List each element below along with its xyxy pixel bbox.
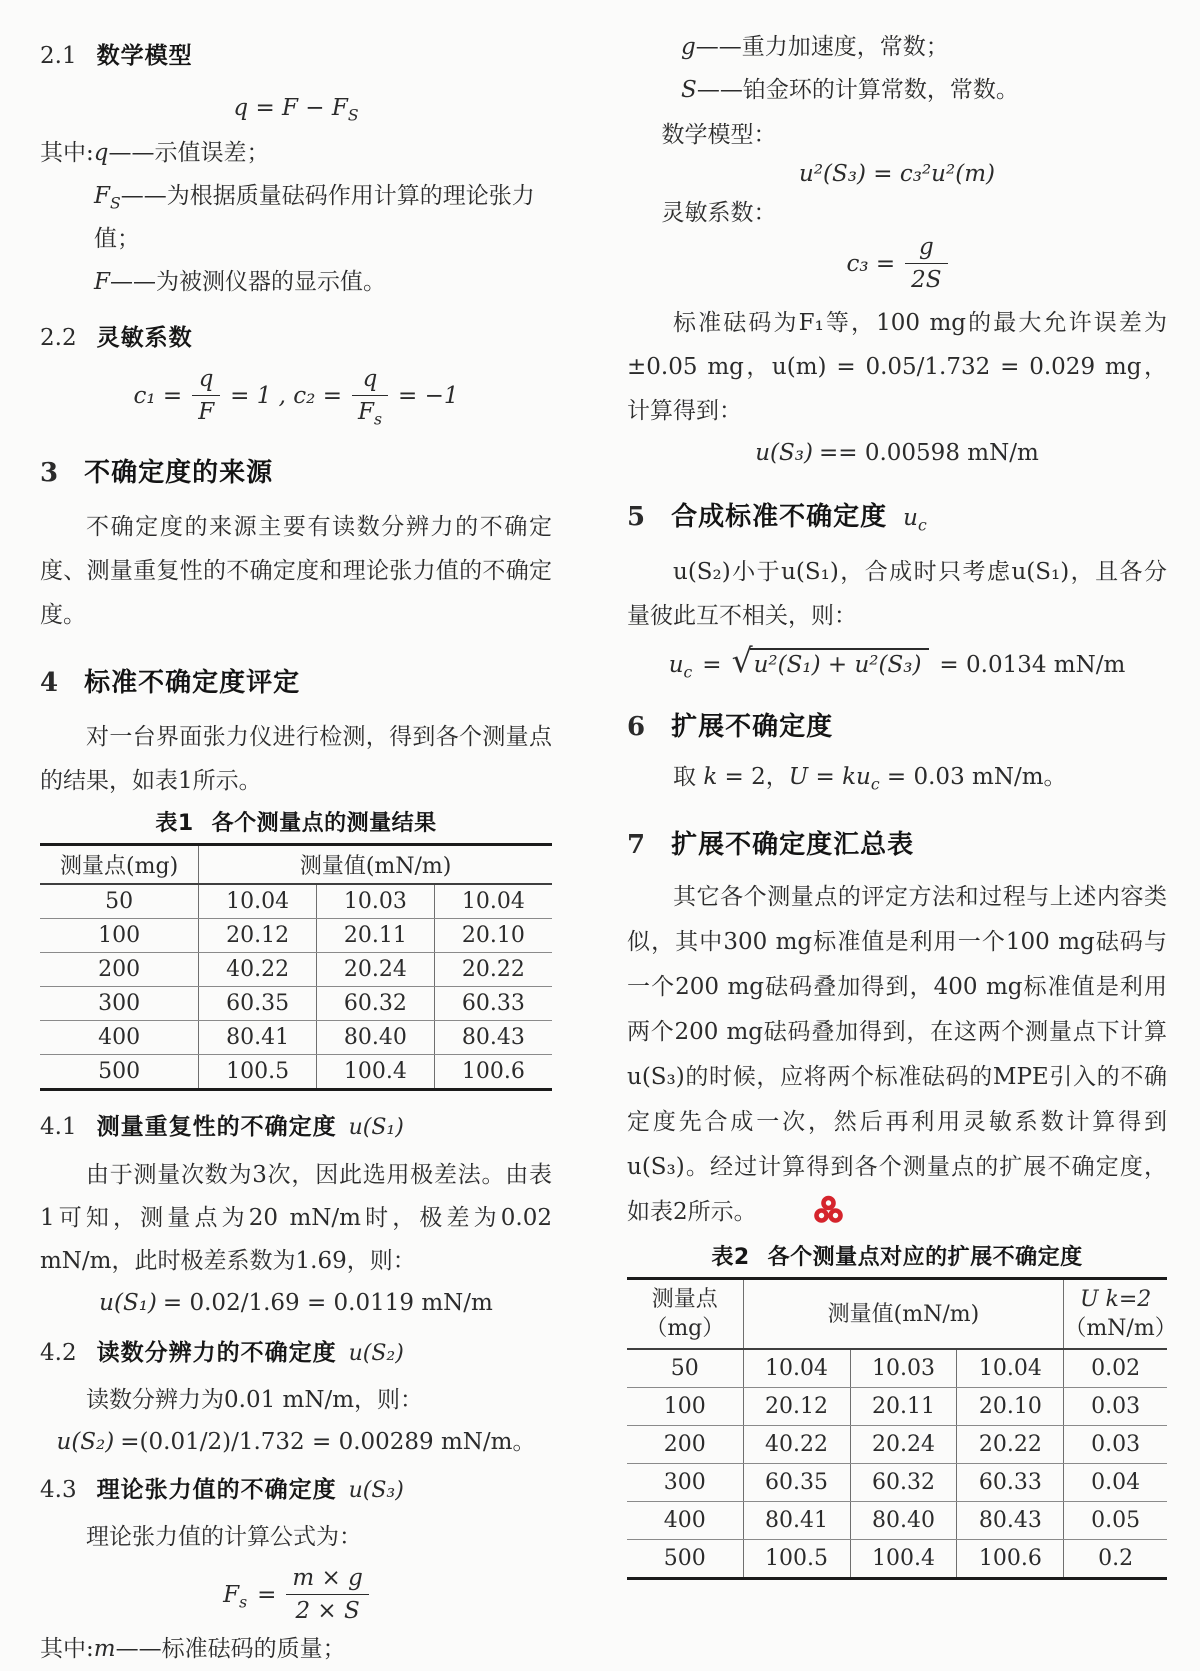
definition-variable: q xyxy=(93,140,109,166)
table-cell: 0.02 xyxy=(1064,1349,1167,1388)
definition-text: ——铂金环的计算常数，常数。 xyxy=(696,77,1019,103)
section-number: 6 xyxy=(627,712,646,742)
table-cell: 400 xyxy=(627,1502,743,1540)
formula-rhs: = 0.0134 mN/m xyxy=(939,651,1126,678)
formula-text: F xyxy=(223,1581,240,1608)
text: = 2， xyxy=(717,764,789,790)
table-cell: 40.22 xyxy=(199,953,317,987)
radicand: u²(S₁) + u²(S₃) xyxy=(750,648,930,681)
formula-uc xyxy=(627,641,1167,682)
fraction xyxy=(192,366,220,425)
heading-math: u(S₃) xyxy=(348,1478,404,1503)
formula-u-s1 xyxy=(40,1287,552,1319)
definition-variable: F xyxy=(94,269,111,295)
section-number: 5 xyxy=(627,502,646,532)
table-cell: 100.4 xyxy=(316,1055,434,1090)
table-cell: 20.22 xyxy=(957,1426,1064,1464)
formula-subscript: c xyxy=(683,662,693,682)
table-cell: 80.41 xyxy=(743,1502,850,1540)
variable-U: U xyxy=(788,764,809,790)
formula-lhs: u(S₂) xyxy=(56,1429,115,1455)
formula-text: = −1 xyxy=(398,382,459,409)
section-title: 扩展不确定度汇总表 xyxy=(671,830,915,860)
section-number: 4.2 xyxy=(40,1340,77,1366)
table-cell: 300 xyxy=(40,987,199,1021)
table-cell: 200 xyxy=(627,1426,743,1464)
table-cell: 60.33 xyxy=(434,987,552,1021)
table-row xyxy=(627,1464,1167,1502)
formula-c3 xyxy=(627,234,1167,293)
definition-variable: g xyxy=(681,34,696,60)
table-cell: 500 xyxy=(627,1540,743,1579)
definition-line xyxy=(40,261,552,304)
table-cell: 50 xyxy=(627,1349,743,1388)
table-cell: 200 xyxy=(40,953,199,987)
formula-text: = 1 , c₂ = xyxy=(230,382,342,409)
table-cell: 10.04 xyxy=(199,884,317,919)
table-cell: 100.6 xyxy=(461,1059,525,1084)
heading-6 xyxy=(627,709,1167,745)
section-title: 数学模型 xyxy=(96,43,193,69)
table-row xyxy=(40,987,552,1021)
definition-prefix: 其中: xyxy=(40,1636,94,1662)
square-root xyxy=(731,641,930,681)
formula-lhs: c₃ = xyxy=(846,250,896,277)
formula-q xyxy=(40,92,552,124)
formula-text: u xyxy=(668,651,684,678)
text: = 0.03 mN/m。 xyxy=(879,764,1067,790)
heading-4-2 xyxy=(40,1337,552,1370)
section-title: 标准不确定度评定 xyxy=(84,668,301,698)
table-row xyxy=(40,919,552,953)
label-math-model: 数学模型： xyxy=(661,122,777,148)
fraction-denominator: 2 × S xyxy=(295,1598,360,1624)
table-row xyxy=(40,1021,552,1055)
table-cell: 20.24 xyxy=(850,1426,957,1464)
table-row xyxy=(627,1349,1167,1388)
fraction-numerator: q xyxy=(352,366,388,396)
header-line: （mg） xyxy=(645,1316,725,1341)
fraction xyxy=(352,366,388,429)
table-cell: 80.41 xyxy=(199,1021,317,1055)
paragraph: 读数分辨力为0.01 mN/m，则： xyxy=(86,1387,424,1413)
formula-u2-s3: u²(S₃) = c₃²u²(m) xyxy=(799,161,995,187)
table-caption-label: 表2 xyxy=(711,1245,750,1270)
fraction-denominator: 2S xyxy=(911,267,942,293)
table-cell: 80.43 xyxy=(957,1502,1064,1540)
formula-subscript: c xyxy=(870,774,880,794)
table-cell: 10.04 xyxy=(434,884,552,919)
definition-list-q xyxy=(40,132,552,304)
label-sensitivity: 灵敏系数： xyxy=(661,200,777,226)
text: 取 xyxy=(673,764,704,790)
table-2-caption xyxy=(627,1243,1167,1273)
section-number: 3 xyxy=(40,458,59,488)
table-cell: 20.24 xyxy=(316,953,434,987)
radical-sign: √ xyxy=(731,641,753,680)
definition-text: ——重力加速度，常数； xyxy=(695,34,949,60)
formula-text: c₁ = xyxy=(133,382,183,409)
table-row xyxy=(40,884,552,919)
table-cell: 400 xyxy=(40,1021,199,1055)
table-row xyxy=(627,1388,1167,1426)
paragraph: 理论张力值的计算公式为： xyxy=(86,1524,362,1550)
section-title: 合成标准不确定度 xyxy=(671,502,888,532)
heading-math: u(S₂) xyxy=(348,1341,404,1366)
definition-text: ——为根据质量砝码作用计算的理论张力值； xyxy=(94,183,535,252)
heading-2-1 xyxy=(40,40,552,72)
left-column xyxy=(40,0,552,1671)
section-number: 2.2 xyxy=(40,325,77,351)
formula-rhs: = 0.02/1.69 = 0.0119 mN/m xyxy=(162,1290,493,1316)
table-1-caption xyxy=(40,809,552,839)
definition-variable-sub: S xyxy=(110,193,121,213)
paragraph: 不确定度的来源主要有读数分辨力的不确定度、测量重复性的不确定度和理论张力值的不确定度。 xyxy=(40,514,552,628)
fraction-numerator: g xyxy=(905,234,947,264)
section-title: 测量重复性的不确定度 xyxy=(96,1114,337,1140)
table-cell: 100 xyxy=(627,1388,743,1426)
section-title: 灵敏系数 xyxy=(96,325,193,351)
paragraph xyxy=(627,875,1167,1239)
table-row xyxy=(627,1502,1167,1540)
table-cell: 10.03 xyxy=(316,884,434,919)
table-cell: 20.22 xyxy=(434,953,552,987)
table-cell: 100.4 xyxy=(850,1540,957,1579)
fraction-denominator: F xyxy=(198,399,215,425)
table-header-row xyxy=(627,1279,1167,1350)
heading-2-2 xyxy=(40,322,552,354)
table-cell: 0.04 xyxy=(1064,1464,1167,1502)
table-cell: 10.04 xyxy=(957,1349,1064,1388)
heading-3 xyxy=(40,455,552,491)
definition-list-gs xyxy=(627,26,1167,112)
right-column xyxy=(627,0,1177,1580)
table-header-row xyxy=(40,845,552,885)
definition-text: ——为被测仪器的显示值。 xyxy=(110,269,387,295)
definition-variable: S xyxy=(681,77,697,103)
section-number: 4 xyxy=(40,668,59,698)
formula-subscript: s xyxy=(239,1592,248,1612)
formula-text: u xyxy=(903,505,918,531)
section-number: 2.1 xyxy=(40,43,77,69)
header-line: 测量点 xyxy=(651,1287,718,1312)
table-caption-title: 各个测量点的测量结果 xyxy=(211,811,437,836)
formula-text: q = F − F xyxy=(233,95,348,121)
table-cell: 0.05 xyxy=(1064,1502,1167,1540)
formula-subscript: S xyxy=(347,105,359,125)
heading-7 xyxy=(627,827,1167,863)
variable-k: k xyxy=(703,764,718,790)
formula-subscript: c xyxy=(917,515,927,535)
table-cell: 80.40 xyxy=(316,1021,434,1055)
table-row xyxy=(40,953,552,987)
table-cell: 40.22 xyxy=(743,1426,850,1464)
paragraph: 对一台界面张力仪进行检测，得到各个测量点的结果，如表1所示。 xyxy=(40,724,552,794)
section-number: 4.3 xyxy=(40,1477,77,1503)
table-1 xyxy=(40,843,552,1091)
table-row xyxy=(627,1540,1167,1579)
heading-4-1 xyxy=(40,1111,552,1144)
table-cell: 100.5 xyxy=(199,1055,317,1090)
section-number: 4.1 xyxy=(40,1114,77,1140)
table-cell: 100 xyxy=(40,919,199,953)
fraction-denominator xyxy=(352,396,388,429)
heading-math: u(S₁) xyxy=(348,1115,404,1140)
definition-text: ——示值误差； xyxy=(108,140,270,166)
formula-lhs xyxy=(223,1581,248,1612)
formula-rhs: == 0.00598 mN/m xyxy=(818,440,1039,466)
text: 其它各个测量点的评定方法和过程与上述内容类似，其中300 mg标准值是利用一个100 mg砝码与一个200 mg砝码叠加得到，400 mg标准值是利用两个200 mg砝码叠加得到，在这两个测量点下计算u(S₃)的时候，应将两个标准砝码的MPE引入的不确定度先合成一次，然后再利用灵敏系数计算得到u(S₃)。经过计算得到各个测量点的扩展不确定度，如表2所示。 xyxy=(627,884,1167,1225)
end-of-article-icon xyxy=(767,1194,844,1239)
section-title: 理论张力值的不确定度 xyxy=(96,1477,337,1503)
section-title: 读数分辨力的不确定度 xyxy=(96,1340,337,1366)
column-header: 测量值(mN/m) xyxy=(199,845,552,885)
formula-subscript: s xyxy=(373,409,382,429)
heading-4 xyxy=(40,665,552,701)
table-cell: 60.32 xyxy=(850,1464,957,1502)
formula-lhs: u(S₁) xyxy=(99,1290,157,1316)
table-cell: 10.03 xyxy=(850,1349,957,1388)
table-2 xyxy=(627,1277,1177,1580)
heading-4-3 xyxy=(40,1474,552,1507)
column-header: 测量值(mN/m) xyxy=(743,1279,1064,1350)
equals-sign: = xyxy=(257,1581,277,1608)
table-cell: 80.43 xyxy=(434,1021,552,1055)
table-cell: 20.12 xyxy=(743,1388,850,1426)
definition-line xyxy=(40,1628,552,1671)
formula-c1-c2 xyxy=(40,366,552,429)
table-cell: 20.11 xyxy=(316,919,434,953)
paragraph: u(S₂)小于u(S₁)，合成时只考虑u(S₁)，且各分量彼此互不相关，则： xyxy=(627,559,1167,629)
table-cell: 500 xyxy=(40,1055,199,1090)
fraction-numerator: m × g xyxy=(286,1565,368,1595)
table-cell: 20.12 xyxy=(199,919,317,953)
header-line: （mN/m） xyxy=(1064,1316,1177,1341)
definition-prefix: 其中: xyxy=(40,140,94,166)
table-cell: 60.35 xyxy=(199,987,317,1021)
table-cell: 20.10 xyxy=(434,919,552,953)
column-header xyxy=(627,1279,743,1350)
heading-5 xyxy=(627,499,1167,536)
table-cell: 60.32 xyxy=(316,987,434,1021)
definition-line xyxy=(627,69,1167,112)
equals-sign: = xyxy=(702,651,722,678)
variable-ku: ku xyxy=(842,764,871,790)
formula-text: F xyxy=(358,399,374,425)
table-cell: 60.33 xyxy=(957,1464,1064,1502)
fraction xyxy=(905,234,947,293)
fraction-numerator: q xyxy=(192,366,220,396)
formula-lhs: u(S₃) xyxy=(755,440,813,466)
table-cell: 300 xyxy=(627,1464,743,1502)
paragraph: 由于测量次数为3次，因此选用极差法。由表1可知，测量点为20 mN/m时，极差为0.02 mN/m，此时极差系数为1.69，则： xyxy=(40,1162,552,1274)
fraction xyxy=(286,1565,368,1624)
paragraph xyxy=(627,755,1167,799)
table-cell: 0.2 xyxy=(1098,1546,1134,1571)
section-number: 7 xyxy=(627,830,646,860)
formula-rhs: =(0.01/2)/1.732 = 0.00289 mN/m。 xyxy=(120,1429,536,1455)
formula-fs xyxy=(40,1565,552,1624)
definition-line xyxy=(40,132,552,175)
table-cell: 50 xyxy=(40,884,199,919)
column-header xyxy=(1064,1279,1177,1350)
table-cell: 60.35 xyxy=(743,1464,850,1502)
definition-line xyxy=(40,175,552,261)
table-caption-title: 各个测量点对应的扩展不确定度 xyxy=(767,1245,1083,1270)
table-caption-label: 表1 xyxy=(155,811,194,836)
table-cell: 20.11 xyxy=(850,1388,957,1426)
column-header: 测量点(mg) xyxy=(40,845,199,885)
paragraph: 标准砝码为F₁等，100 mg的最大允许误差为±0.05 mg，u(m) = 0.05/1.732 = 0.029 mg，计算得到： xyxy=(627,310,1167,424)
table-row xyxy=(40,1055,552,1090)
formula-lhs xyxy=(668,651,693,682)
table-cell: 0.03 xyxy=(1064,1388,1167,1426)
table-cell: 10.04 xyxy=(743,1349,850,1388)
formula-u-s3 xyxy=(627,437,1167,469)
definition-text: ——标准砝码的质量； xyxy=(115,1636,346,1662)
formula-u-s2 xyxy=(40,1426,552,1458)
section-title: 不确定度的来源 xyxy=(84,458,274,488)
definition-line xyxy=(627,26,1167,69)
table-cell: 20.10 xyxy=(957,1388,1064,1426)
table-cell: 80.40 xyxy=(850,1502,957,1540)
header-line: U k=2 xyxy=(1080,1287,1152,1312)
definition-variable: F xyxy=(94,183,111,209)
section-title: 扩展不确定度 xyxy=(671,712,834,742)
table-cell: 100.5 xyxy=(743,1540,850,1579)
table-cell: 100.6 xyxy=(957,1540,1064,1579)
text: = xyxy=(808,764,843,790)
table-cell: 0.03 xyxy=(1064,1426,1167,1464)
table-row xyxy=(627,1426,1167,1464)
definition-variable: m xyxy=(93,1636,116,1662)
heading-math xyxy=(903,500,927,536)
